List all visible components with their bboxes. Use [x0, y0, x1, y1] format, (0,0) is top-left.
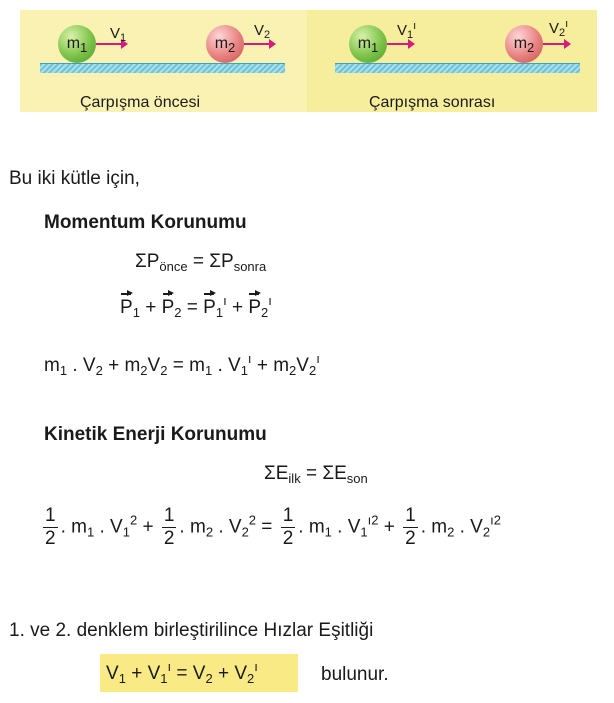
velocity-1-arrow [96, 43, 122, 45]
after-collision-panel [307, 10, 597, 112]
momentum-expanded-equation: $m_1$ . $V_2 + m_2V_2 = m_1$ . $V_1^ı + m_2V_2^ı$ [44, 351, 320, 378]
ground-surface [335, 63, 580, 73]
fraction-half: $\frac{1}{2}$ [405, 505, 416, 549]
kinetic-sum-equation: $\Sigma E_{ilk} = \Sigma E_{son}$ [264, 463, 368, 486]
before-collision-panel [20, 10, 307, 112]
momentum-heading: Momentum Korunumu [44, 212, 247, 233]
velocity-1-arrow [387, 43, 409, 45]
mass-2-ball [206, 25, 244, 63]
velocity-2-label: $V_2^ı$ [549, 18, 569, 39]
fraction-half: $\frac{1}{2}$ [45, 505, 56, 549]
momentum-sum-equation: $\Sigma P_{önce} = \Sigma P_{sonra}$ [135, 251, 267, 274]
conclusion-suffix: bulunur. [321, 664, 389, 685]
mass-2-ball [505, 25, 543, 63]
mass-1-label: $m_1$ [357, 35, 379, 55]
fraction-half: $\frac{1}{2}$ [163, 505, 175, 549]
velocity-1-label: $V_1$ [110, 25, 127, 44]
mass-1-ball [349, 25, 387, 63]
velocity-2-label: $V_2$ [254, 22, 271, 41]
velocity-equality-equation: $V_1 + V_1^ı = V_2 + V_2^ı$ [106, 659, 258, 686]
kinetic-heading: Kinetik Enerji Korunumu [44, 424, 267, 445]
mass-2-label: $m_2$ [513, 35, 535, 55]
intro-text: Bu iki kütle için, [9, 168, 140, 189]
velocity-1-label: $V_1^ı$ [397, 20, 417, 41]
mass-1-label: $m_1$ [66, 35, 88, 55]
velocity-2-arrow [244, 43, 270, 45]
ground-surface [40, 63, 285, 73]
velocity-2-arrow [543, 43, 565, 45]
mass-1-ball [58, 25, 96, 63]
conclusion-text: 1. ve 2. denklem birleştirilince Hızlar Eşitliği [9, 620, 374, 641]
fraction-half: $\frac{1}{2}$ [282, 505, 294, 549]
kinetic-expanded-equation: $\frac{1}{2}$ . $m_1$ . $V_1^2$ + $\frac{1}{2}$ . $m_2$ . $V_2^2$ = $\frac{1}{2}$ . $m_1$ . $V_1^{ı2}$ + $\frac{1}{2}$ . $m_2$ . $V_2^{ı2}$ [45, 505, 501, 549]
before-caption: Çarpışma öncesi [80, 94, 201, 111]
after-caption: Çarpışma sonrası [369, 94, 496, 111]
momentum-vector-equation: $P_1 + P_2 = P_1^ı + P_2^ı$ [120, 293, 272, 320]
mass-2-label: $m_2$ [214, 35, 236, 55]
